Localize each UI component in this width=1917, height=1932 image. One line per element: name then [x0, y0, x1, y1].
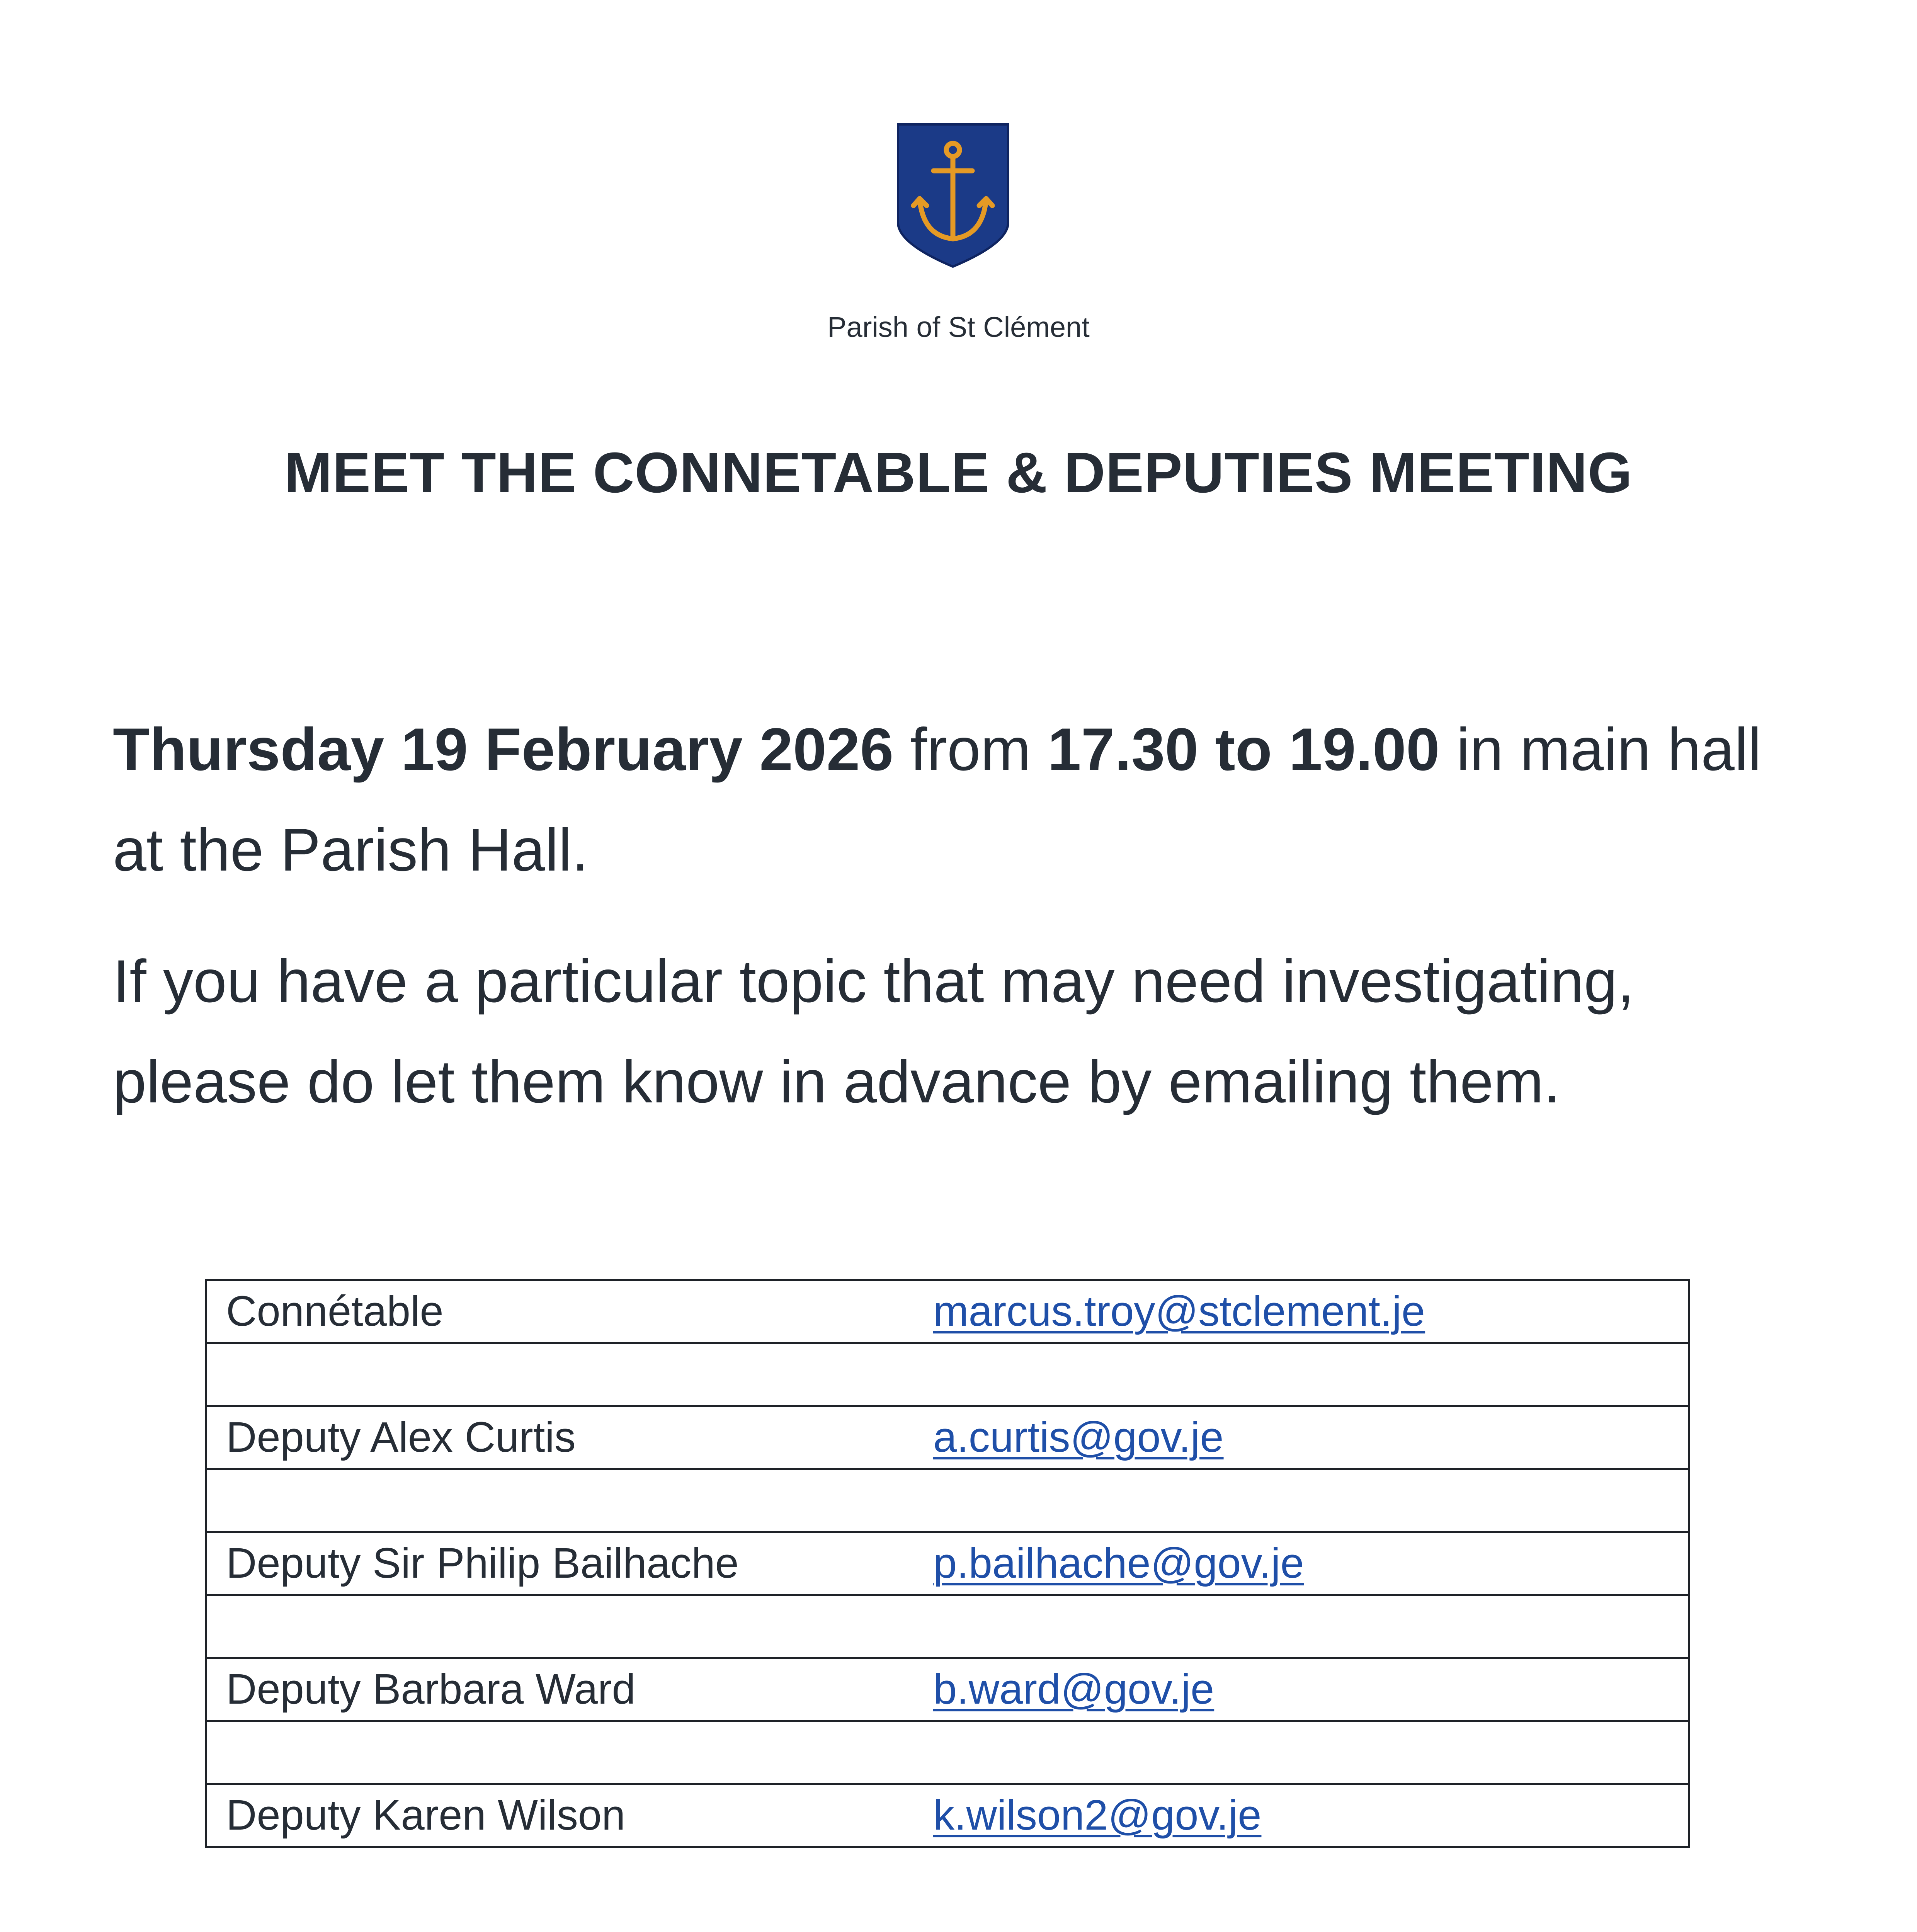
- page-title: MEET THE CONNETABLE & DEPUTIES MEETING: [284, 441, 1633, 505]
- spacer-row: [206, 1469, 1689, 1532]
- table-row: [206, 1406, 1689, 1469]
- contacts-table: [205, 1279, 1690, 1848]
- parish-name: Parish of St Clément: [827, 311, 1090, 343]
- topic-note: If you have a particular topic that may need investigating, please do let them know in advance by emailing them.: [113, 948, 1634, 1116]
- email-link-ward[interactable]: b.ward@gov.je: [933, 1665, 1214, 1713]
- spacer-row: [206, 1595, 1689, 1658]
- email-link-wilson[interactable]: k.wilson2@gov.je: [933, 1791, 1262, 1839]
- contact-name: Deputy Sir Philip Bailhache: [206, 1532, 914, 1595]
- table-row: [206, 1280, 1689, 1343]
- spacer-row: [206, 1343, 1689, 1406]
- contact-name: Deputy Karen Wilson: [206, 1784, 914, 1847]
- meeting-details: [113, 699, 1813, 900]
- spacer-row: [206, 1721, 1689, 1784]
- contact-name: Deputy Alex Curtis: [206, 1406, 914, 1469]
- contact-name: Deputy Barbara Ward: [206, 1658, 914, 1721]
- email-link-bailhache[interactable]: p.bailhache@gov.je: [933, 1539, 1304, 1587]
- meeting-time: 17.30 to 19.00: [1048, 716, 1440, 783]
- email-link-curtis[interactable]: a.curtis@gov.je: [933, 1413, 1224, 1461]
- anchor-shield-icon: [896, 123, 1010, 268]
- email-link-connetable[interactable]: marcus.troy@stclement.je: [933, 1287, 1425, 1335]
- contact-name: Connétable: [206, 1280, 914, 1343]
- meeting-date: Thursday 19 February 2026: [113, 716, 894, 783]
- table-row: [206, 1532, 1689, 1595]
- meeting-from-word: from: [893, 716, 1048, 783]
- meeting-location: in main hall at the Parish Hall.: [113, 716, 1762, 884]
- table-row: [206, 1784, 1689, 1847]
- table-row: [206, 1658, 1689, 1721]
